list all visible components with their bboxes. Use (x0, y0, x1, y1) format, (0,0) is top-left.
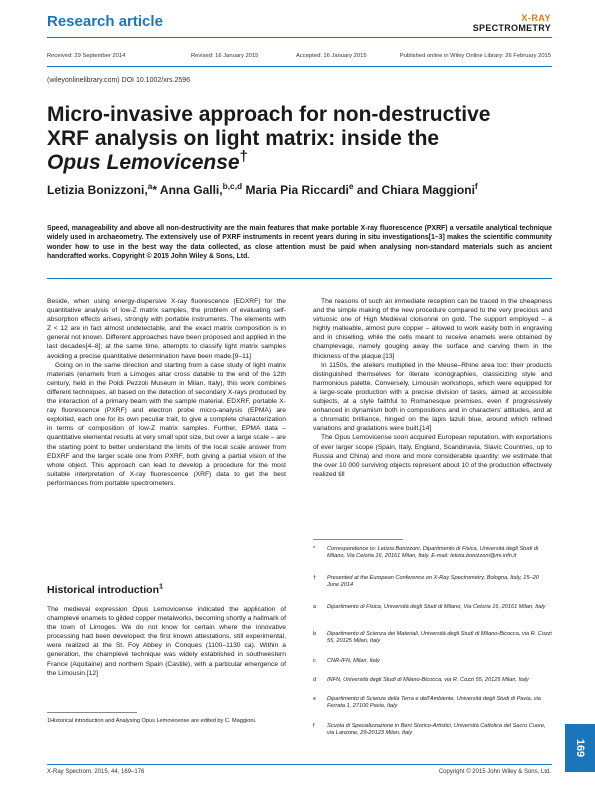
author-4-affil: f (474, 181, 478, 191)
page-title (47, 103, 547, 175)
authors (47, 183, 552, 197)
section-heading-text: Historical introduction (47, 584, 160, 596)
affil-text: INFN, Università degli Studi di Milano-Bicocca, via R. Cozzi 55, 20125 Milan, Italy (327, 677, 529, 683)
section-heading (47, 581, 164, 596)
paragraph: Beside, when using energy-dispersive X-ray fluorescence (EDXRF) for the quantitative analysis of low-Z matrix samples, the problem of evaluating self-absorption effects arises, strongly with portable instruments. The elements with Z < 12 are in fact almost undetectable, and the exact matrix composition is in general not known. Different approaches have been proposed and applied in the last decades[4–8]; at the same time, attempts to classify light matrix samples avoiding a precise quantitative determination have been made.[9–11] (47, 298, 286, 360)
affiliation-rule (313, 539, 403, 540)
footnote-rule (47, 712, 137, 713)
journal-logo-top: X-RAY (521, 13, 551, 23)
affil-label: * (313, 546, 316, 552)
page-number-tab (565, 724, 595, 772)
copyright: Copyright © 2015 John Wiley & Sons, Ltd. (438, 769, 551, 775)
affil-label: d (313, 677, 317, 683)
doi[interactable]: (wileyonlinelibrary.com) DOI 10.1002/xrs.2596 (47, 77, 191, 84)
affiliation-f (313, 723, 552, 737)
journal-logo-bottom: SPECTROMETRY (472, 23, 551, 33)
paragraph: The reasons of such an immediate reception can be traced in the cheapness and the simple making of the new procedure compared to the very precious and virtuosic one of High Medieval cloisonné on gold. The support employed – a highly malleable, almost pure copper – allowed to work easily both in engraving and in chiselling, while the cells meant to receive enamels were obtained by champlevage, namely gouging away the surface and carving them in the thickness of the plaque.[13] (313, 298, 552, 360)
author-3: Maria Pia Riccardi (245, 183, 349, 197)
affiliation-correspondence (313, 546, 552, 560)
author-4: and Chiara Maggioni (356, 183, 475, 197)
paragraph: Going on in the same direction and starting from a case study of light matrix materials (enamels from a Limoges altar cross datable to the end of the 12th century, held in the Poldi Pezzoli Museum in Milan, Italy), this work combines different techniques, all based on the detection of secondary X-rays produced by the interaction of a primary beam with the sample material. EDXRF, portable X-ray fluorescence (PXRF) and electron probe micro-analysis (EPMA) are exploited, each one for its own peculiar trait, to give a complete characterization in terms of composition of low-Z matrix samples. Further, EPMA data – quantitative elemental results at very small spot size, but over a large scale – are the starting point to better understand the limits of the local scale answer from EDXRF and the larger scale one from PXRF, both giving a partial vision of the whole object. This approach can lead to develop a procedure for the most suitable interpretation of X-ray fluorescence (XRF) data to get the best performances from portable spectrometers. (47, 361, 287, 487)
header-rule (47, 37, 552, 38)
affiliation-c (313, 658, 552, 665)
footer-rule (47, 764, 552, 765)
page-number: 169 (573, 738, 586, 758)
author-3-affil: e (348, 181, 354, 191)
affil-text: Correspondence to: Letizia Bonizzoni, Dipartimento di Fisica, Università degli Studi di Milano, Via Celoria 16, 20161 Milan, Italy. E-mail: letizia.bonizzoni@mi.infn.it (327, 546, 539, 560)
article-type: Research article (47, 13, 163, 30)
column-right (313, 297, 552, 479)
affil-text: Dipartimento di Scienze della Terra e dell'Ambiente, Università degli Studi di Pavia, via Ferrata 1, 27100 Pavia, Italy (327, 696, 541, 710)
affiliation-d (313, 677, 552, 684)
title-line-3 (47, 151, 547, 175)
citation: X-Ray Spectrom. 2015, 44, 169–176 (47, 769, 145, 775)
affil-label: c (313, 658, 316, 664)
section-heading-note: 1 (159, 581, 164, 591)
abstract-rule (47, 278, 552, 279)
abstract: Speed, manageability and above all non-destructivity are the main features that make portable X-ray fluorescence (PXRF) a versatile analytical technique widely used in archaeometry. The extensively use of PXRF instruments in recent years during in situ investigations[1–3] makes the scientific community wonder how to use in the best way the data collected, as close attention must be paid when analysing non-standard materials such as ancient handcrafted works. Copyright © 2015 John Wiley & Sons, Ltd. (47, 225, 552, 261)
affil-label: b (313, 631, 317, 637)
affiliation-b (313, 631, 552, 645)
affil-label: e (313, 696, 317, 702)
author-1-mark: * (152, 183, 158, 197)
footnote: 1Historical introduction and Analysing Opus Lemovicense are edited by C. Maggioni. (47, 718, 257, 724)
author-2: Anna Galli, (159, 183, 223, 197)
accepted-date: Accepted: 16 January 2015 (296, 53, 367, 59)
paragraph: The Opus Lemovicense soon acquired European reputation, with exportations of ever larger scope (Spain, Italy, England, Scandinavia, Slavic Countries, up to Russia and China) and more and more considerable quantity: we estimate that the over 10 000 surviving objects represent about 10 of the production effectively realized till (313, 434, 552, 478)
affil-text: Presented at the European Conference on X-Ray Spectrometry, Bologna, Italy, 15–20 June 2014 (327, 575, 539, 589)
affil-text: Scuola di Specializzazione in Beni Storico-Artistici, Università Cattolica del Sacro Cuore, via Lanzone, 29-20123 Milan, Italy (327, 723, 546, 737)
affil-text: Dipartimento di Fisica, Università degli Studi di Milano, Via Celoria 16, 20161 Milan, Italy (327, 604, 546, 610)
section-body (47, 605, 286, 678)
title-line-1: Micro-invasive approach for non-destructive (47, 103, 491, 126)
affil-text: Dipartimento di Scienza dei Materiali, Università degli Studi di Milano-Bicocca, via R. Cozzi 55, 20125 Milan, Italy (327, 631, 552, 645)
title-line-2: XRF analysis on light matrix: inside the (47, 127, 440, 150)
published-date: Published online in Wiley Online Library: 26 February 2015 (399, 53, 551, 59)
column-left (47, 297, 286, 488)
affiliation-conference (313, 575, 552, 589)
affil-label: † (313, 575, 317, 581)
author-2-affil: b,c,d (222, 181, 243, 191)
author-1: Letizia Bonizzoni, (47, 183, 148, 197)
author-1-affil: a (147, 181, 153, 191)
affil-label: a (313, 604, 317, 610)
affil-label: f (313, 723, 315, 729)
affiliation-e (313, 696, 552, 710)
title-dagger: † (239, 149, 248, 165)
affiliation-a (313, 604, 552, 611)
received-date: Received: 29 September 2014 (47, 53, 126, 59)
title-italic: Opus Lemovicense (47, 151, 240, 174)
paragraph: The medieval expression Opus Lemovicense indicated the application of champlevé enamels to gilded copper metalworks, becoming shortly a hallmark of the town of Limoges. We do not know for certain where the innovative processing had been developed: the first known attestations, still experimental, were realized at the St. Foy Abbey in Conques (1100–1130 ca). Within a generation, the champlevé technique was widely established in southwestern France (Aquitaine) and northern Spain (Castile), with a particular emergence of the Limousin.[12] (47, 606, 287, 677)
revised-date: Revised: 16 January 2015 (191, 53, 259, 59)
header-rule-2 (47, 66, 552, 67)
paragraph: In 1150s, the ateliers multiplied in the Meuse–Rhine area too: their products distinguished themselves for literate iconographies, classicizing style and harmonious palette. Conversely, Limousin workshops, which were equipped for a large-scale production with a precise division of tasks, aimed at accessible subjects, at a style faithful to Romanesque premises, even if progressively enhanced in dynamism both in compositions and in characters' attitudes, and at a chromatic brilliance, hinged on the lapis lazuli blue, around which refined variations and gradations were built.[14] (313, 361, 552, 433)
affil-text: CNR-IFN, Milan, Italy (327, 658, 380, 664)
